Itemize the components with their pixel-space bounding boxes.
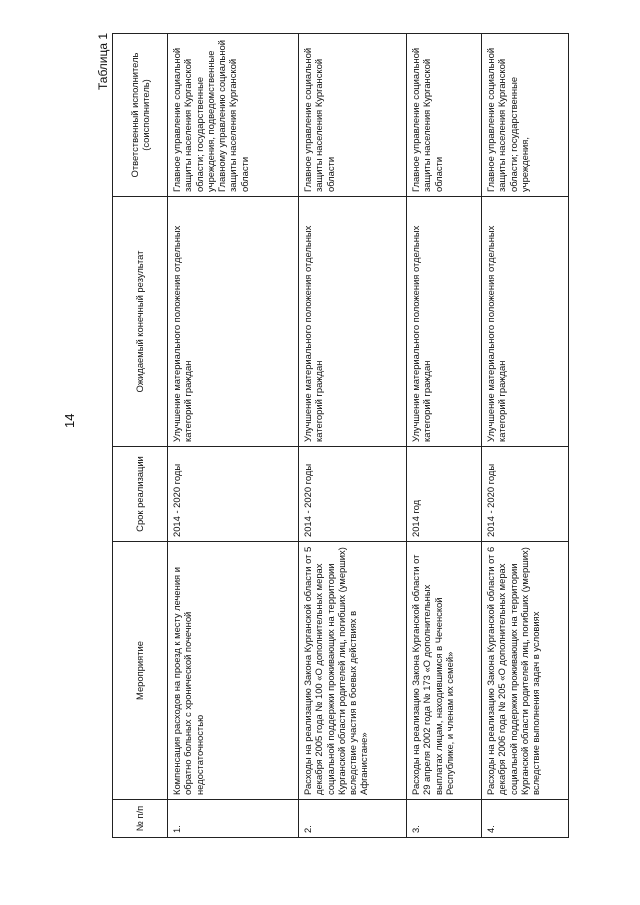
cell-executor: Главное управление социальной защиты населения Курганской области; государственные учреждения, подведомственные Главному управлению социальной защиты населения Курганской области	[168, 34, 299, 197]
cell-period: 2014 - 2020 годы	[299, 447, 407, 542]
cell-result: Улучшение материального положения отдельных категорий граждан	[168, 197, 299, 447]
cell-executor: Главное управление социальной защиты населения Курганской области	[299, 34, 407, 197]
cell-measure: Расходы на реализацию Закона Курганской области от 6 декабря 2006 года № 205 «О дополнительных мерах социальной поддержки проживающих на территории Курганской области родителей лиц, погибших (умерших) вследствие выполнения задач в условиях	[482, 542, 569, 800]
cell-num: 4.	[482, 800, 569, 838]
table-row	[299, 34, 407, 838]
table-row	[482, 34, 569, 838]
table-row	[407, 34, 482, 838]
cell-measure: Расходы на реализацию Закона Курганской области от 29 апреля 2002 года № 173 «О дополнительных выплатах лицам, находившимся в Чеченской Республике, и членам их семей»	[407, 542, 482, 800]
header-period: Срок реализации	[113, 447, 168, 542]
cell-measure: Расходы на реализацию Закона Курганской области от 5 декабря 2005 года № 100 «О дополнительных мерах социальной поддержки проживающих на территории Курганской области родителей лиц, погибших (умерших) вследствие участия в боевых действиях в Афганистане»	[299, 542, 407, 800]
cell-period: 2014 - 2020 годы	[482, 447, 569, 542]
rotated-table-page	[112, 34, 542, 838]
header-measure: Мероприятие	[113, 542, 168, 800]
cell-period: 2014 - 2020 годы	[168, 447, 299, 542]
cell-num: 2.	[299, 800, 407, 838]
table-row	[168, 34, 299, 838]
page-number: 14	[62, 413, 77, 428]
cell-num: 3.	[407, 800, 482, 838]
cell-period: 2014 год	[407, 447, 482, 542]
cell-executor: Главное управление социальной защиты населения Курганской области; государственные учреждения,	[482, 34, 569, 197]
cell-result: Улучшение материального положения отдельных категорий граждан	[299, 197, 407, 447]
cell-result: Улучшение материального положения отдельных категорий граждан	[482, 197, 569, 447]
table-header-row	[113, 34, 168, 838]
cell-result: Улучшение материального положения отдельных категорий граждан	[407, 197, 482, 447]
header-result: Ожидаемый конечный результат	[113, 197, 168, 447]
header-executor: Ответственный исполнитель (соисполнитель)	[113, 34, 168, 197]
header-num: № п/п	[113, 800, 168, 838]
cell-measure: Компенсация расходов на проезд к месту лечения и обратно больных с хронической почечной недостаточностью	[168, 542, 299, 800]
table-caption: Таблица 1	[96, 32, 110, 90]
cell-executor: Главное управление социальной защиты населения Курганской области	[407, 34, 482, 197]
cell-num: 1.	[168, 800, 299, 838]
measures-table	[112, 33, 569, 838]
